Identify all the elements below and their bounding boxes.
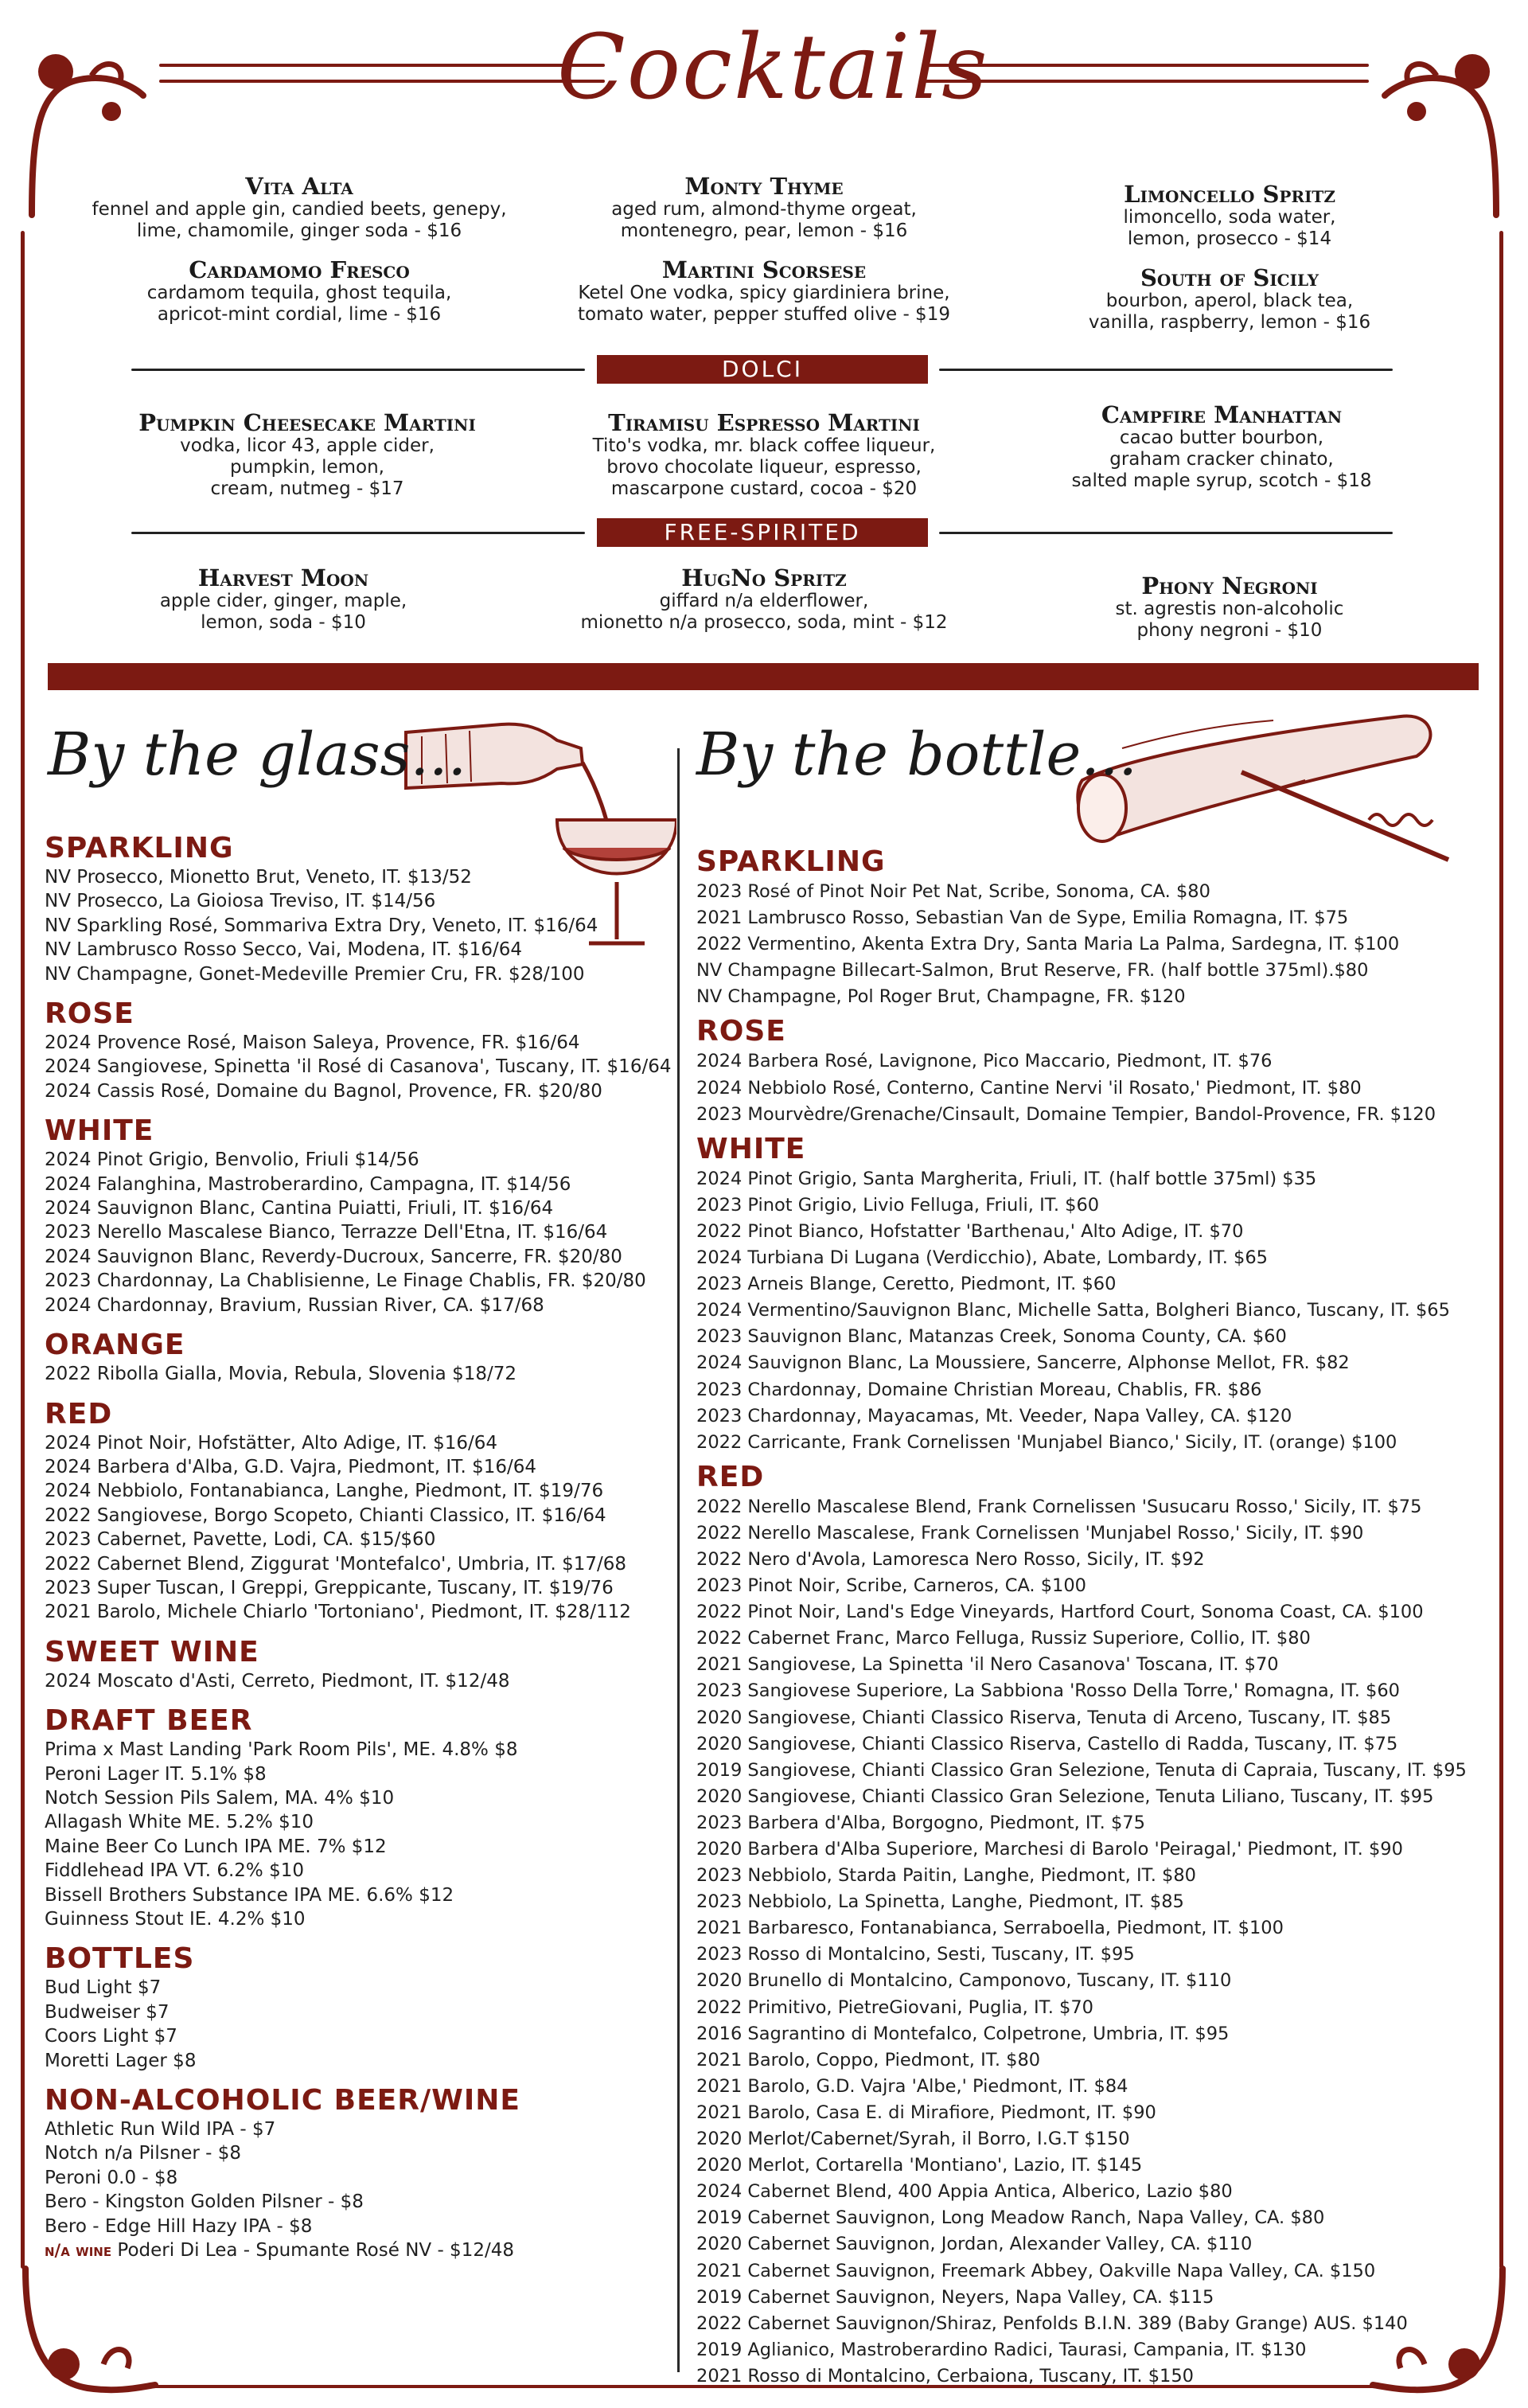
menu-line-item: 2024 Cassis Rosé, Domaine du Bagnol, Provence, FR. $20/80 — [45, 1080, 602, 1102]
menu-line-item: 2020 Sangiovese, Chianti Classico Riserva, Castello di Radda, Tuscany, IT. $75 — [696, 1733, 1398, 1754]
section-heading: RED — [45, 1397, 113, 1430]
cocktail-item — [60, 257, 538, 326]
column-divider — [677, 748, 680, 2372]
menu-line-item: 2021 Barolo, Coppo, Piedmont, IT. $80 — [696, 2049, 1041, 2070]
menu-line-item: 2024 Pinot Noir, Hofstätter, Alto Adige, IT. $16/64 — [45, 1432, 498, 1454]
menu-line-item: 2020 Cabernet Sauvignon, Jordan, Alexander Valley, CA. $110 — [696, 2234, 1253, 2255]
menu-line-item: NV Champagne, Pol Roger Brut, Champagne, FR. $120 — [696, 986, 1186, 1008]
menu-line-item: Notch n/a Pilsner - $8 — [45, 2143, 242, 2164]
free-spirited-rule-right — [939, 532, 1393, 534]
menu-line-item: Peroni Lager IT. 5.1% $8 — [45, 1763, 267, 1785]
menu-line-item: 2023 Arneis Blange, Ceretto, Piedmont, IT. $60 — [696, 1274, 1117, 1295]
menu-line-item: 2022 Nerello Mascalese, Frank Cornelissen 'Munjabel Rosso,' Sicily, IT. $90 — [696, 1522, 1364, 1544]
cocktail-item — [525, 257, 1003, 326]
cocktail-name: South of Sicily — [1140, 264, 1319, 291]
free-spirited-description: st. agrestis non-alcoholic phony negroni - $10 — [1115, 599, 1344, 641]
corner-flourish-bottom-left — [16, 2261, 159, 2404]
menu-line-item: Moretti Lager $8 — [45, 2050, 197, 2071]
na-wine-tag: n/a wine — [45, 2241, 112, 2261]
menu-line-item: 2024 Cabernet Blend, 400 Appia Antica, Alberico, Lazio $80 — [696, 2181, 1233, 2203]
menu-line-item: 2022 Cabernet Franc, Marco Felluga, Russiz Superiore, Collio, IT. $80 — [696, 1628, 1311, 1649]
menu-line-item: 2024 Moscato d'Asti, Cerreto, Piedmont, IT. $12/48 — [45, 1670, 510, 1692]
menu-line-item: 2023 Cabernet, Pavette, Lodi, CA. $15/$60 — [45, 1529, 436, 1551]
menu-line-item: Bero - Kingston Golden Pilsner - $8 — [45, 2191, 364, 2213]
by-the-glass-title: By the glass... — [48, 720, 467, 789]
na-wine-text: Poderi Di Lea - Spumante Rosé NV - $12/48 — [111, 2240, 514, 2262]
menu-line-item: 2021 Lambrusco Rosso, Sebastian Van de Sype, Emilia Romagna, IT. $75 — [696, 907, 1349, 929]
free-spirited-rule-left — [131, 532, 585, 534]
free-spirited-banner: FREE-SPIRITED — [597, 518, 928, 547]
cocktail-description: aged rum, almond-thyme orgeat, montenegro, pear, lemon - $16 — [611, 199, 917, 241]
cocktail-name: Limoncello Spritz — [1124, 181, 1335, 208]
menu-line-item: 2024 Falanghina, Mastroberardino, Campagna, IT. $14/56 — [45, 1173, 571, 1195]
section-heading: BOTTLES — [45, 1942, 195, 1976]
menu-line-item: 2023 Nebbiolo, Starda Paitin, Langhe, Piedmont, IT. $80 — [696, 1865, 1196, 1887]
menu-line-item: Notch Session Pils Salem, MA. 4% $10 — [45, 1787, 395, 1809]
cocktail-item — [60, 174, 538, 242]
menu-line-item: NV Prosecco, Mionetto Brut, Veneto, IT. $13/52 — [45, 867, 472, 888]
menu-line-item: NV Prosecco, La Gioiosa Treviso, IT. $14/56 — [45, 891, 436, 912]
menu-line-item: 2023 Super Tuscan, I Greppi, Greppicante, Tuscany, IT. $19/76 — [45, 1577, 614, 1598]
menu-line-item: 2024 Pinot Grigio, Benvolio, Friuli $14/56 — [45, 1149, 419, 1171]
section-heading: SPARKLING — [696, 845, 886, 878]
section-heading: SWEET WINE — [45, 1635, 259, 1668]
by-the-bottle-column — [696, 845, 1492, 2390]
menu-line-item: 2016 Sagrantino di Montefalco, Colpetrone, Umbria, IT. $95 — [696, 2023, 1230, 2044]
menu-line-item: 2024 Turbiana Di Lugana (Verdicchio), Abate, Lombardy, IT. $65 — [696, 1247, 1268, 1269]
menu-line-item: 2024 Vermentino/Sauvignon Blanc, Michelle Satta, Bolgheri Bianco, Tuscany, IT. $65 — [696, 1300, 1450, 1321]
free-spirited-name: Harvest Moon — [197, 564, 369, 591]
dolci-rule-right — [939, 369, 1393, 371]
menu-line-item: 2023 Chardonnay, Mayacamas, Mt. Veeder, Napa Valley, CA. $120 — [696, 1405, 1292, 1426]
menu-line-item: 2021 Barolo, G.D. Vajra 'Albe,' Piedmont, IT. $84 — [696, 2075, 1128, 2097]
by-the-glass-column — [45, 832, 673, 2262]
menu-line-item: Athletic Run Wild IPA - $7 — [45, 2119, 276, 2141]
menu-line-item: 2021 Barolo, Michele Chiarlo 'Tortoniano', Piedmont, IT. $28/112 — [45, 1602, 631, 1623]
menu-line-item: 2024 Sauvignon Blanc, Cantina Puiatti, Friuli, IT. $16/64 — [45, 1198, 554, 1220]
dolci-name: Pumpkin Cheesecake Martini — [138, 409, 476, 436]
dolci-banner: DOLCI — [597, 355, 928, 384]
menu-line-item: NV Lambrusco Rosso Secco, Vai, Modena, IT. $16/64 — [45, 939, 522, 961]
menu-line-item: 2021 Sangiovese, La Spinetta 'il Nero Casanova' Toscana, IT. $70 — [696, 1654, 1279, 1676]
menu-line-item: 2023 Barbera d'Alba, Borgogno, Piedmont, IT. $75 — [696, 1812, 1145, 1833]
menu-line-item: Allagash White ME. 5.2% $10 — [45, 1812, 314, 1833]
menu-line-item: 2024 Sauvignon Blanc, La Moussiere, Sancerre, Alphonse Mellot, FR. $82 — [696, 1352, 1350, 1374]
menu-line-item: Bud Light $7 — [45, 1977, 162, 1999]
menu-line-item: 2024 Barbera d'Alba, G.D. Vajra, Piedmont, IT. $16/64 — [45, 1456, 537, 1477]
menu-line-item: 2022 Ribolla Gialla, Movia, Rebula, Slovenia $18/72 — [45, 1364, 517, 1385]
menu-line-item: 2022 Carricante, Frank Cornelissen 'Munjabel Bianco,' Sicily, IT. (orange) $100 — [696, 1431, 1397, 1453]
menu-line-item: 2024 Sangiovese, Spinetta 'il Rosé di Casanova', Tuscany, IT. $16/64 — [45, 1056, 672, 1078]
page-title: Cocktails — [557, 16, 989, 119]
menu-line-item: 2019 Cabernet Sauvignon, Long Meadow Ranch, Napa Valley, CA. $80 — [696, 2207, 1325, 2229]
menu-line-item: 2022 Vermentino, Akenta Extra Dry, Santa Maria La Palma, Sardegna, IT. $100 — [696, 934, 1400, 955]
section-heading: RED — [696, 1460, 765, 1493]
menu-line-item: 2023 Sangiovese Superiore, La Sabbiona 'Rosso Della Torre,' Romagna, IT. $60 — [696, 1680, 1400, 1702]
menu-line-item: 2022 Pinot Noir, Land's Edge Vineyards, Hartford Court, Sonoma Coast, CA. $100 — [696, 1602, 1424, 1623]
menu-line-item: 2020 Sangiovese, Chianti Classico Riserva, Tenuta di Arceno, Tuscany, IT. $85 — [696, 1707, 1392, 1728]
section-divider-bar — [48, 663, 1479, 690]
dolci-name: Tiramisu Espresso Martini — [608, 409, 920, 436]
menu-line-item: 2019 Sangiovese, Chianti Classico Gran Selezione, Tenuta di Capraia, Tuscany, IT. $95 — [696, 1759, 1467, 1781]
menu-line-item: Coors Light $7 — [45, 2026, 177, 2047]
header-rule-left — [159, 64, 605, 67]
menu-line-item: 2021 Barbaresco, Fontanabianca, Serraboella, Piedmont, IT. $100 — [696, 1918, 1284, 1939]
menu-line-item: 2021 Rosso di Montalcino, Cerbaiona, Tuscany, IT. $150 — [696, 2365, 1194, 2387]
cocktail-name: Cardamomo Fresco — [189, 256, 410, 283]
menu-line-item: 2023 Nerello Mascalese Bianco, Terrazze Dell'Etna, IT. $16/64 — [45, 1222, 608, 1243]
menu-line-item: 2022 Cabernet Blend, Ziggurat 'Montefalco', Umbria, IT. $17/68 — [45, 1553, 627, 1575]
menu-line-item: 2023 Pinot Noir, Scribe, Carneros, CA. $100 — [696, 1575, 1087, 1597]
menu-line-item: 2024 Pinot Grigio, Santa Margherita, Friuli, IT. (half bottle 375ml) $35 — [696, 1168, 1317, 1189]
cocktail-item — [525, 174, 1003, 242]
menu-line-item: 2021 Barolo, Casa E. di Mirafiore, Piedmont, IT. $90 — [696, 2102, 1156, 2123]
menu-line-item: Prima x Mast Landing 'Park Room Pils', ME. 4.8% $8 — [45, 1739, 518, 1761]
cocktail-name: Martini Scorsese — [661, 256, 867, 283]
menu-line-item: 2023 Pinot Grigio, Livio Felluga, Friuli, IT. $60 — [696, 1194, 1100, 1216]
header-rule-right-2 — [923, 80, 1369, 83]
section-heading: WHITE — [45, 1114, 154, 1148]
cocktail-description: fennel and apple gin, candied beets, genepy, lime, chamomile, ginger soda - $16 — [92, 199, 507, 241]
menu-line-item: NV Champagne, Gonet-Medeville Premier Cru, FR. $28/100 — [45, 963, 585, 985]
header-rule-right — [923, 64, 1369, 67]
cocktail-item — [991, 265, 1468, 334]
dolci-item — [68, 410, 546, 500]
menu-line-item: Budweiser $7 — [45, 2001, 170, 2023]
section-heading: ORANGE — [45, 1329, 185, 1362]
free-spirited-item — [45, 565, 522, 634]
free-spirited-item — [991, 573, 1468, 642]
cocktail-description: cardamom tequila, ghost tequila, apricot-mint cordial, lime - $16 — [146, 283, 452, 325]
menu-line-item: NV Champagne Billecart-Salmon, Brut Reserve, FR. (half bottle 375ml).$80 — [696, 960, 1369, 982]
menu-line-item: 2024 Sauvignon Blanc, Reverdy-Ducroux, Sancerre, FR. $20/80 — [45, 1246, 622, 1267]
menu-line-item: NV Sparkling Rosé, Sommariva Extra Dry, Veneto, IT. $16/64 — [45, 915, 598, 936]
section-heading: ROSE — [696, 1015, 786, 1048]
dolci-description: cacao butter bourbon, graham cracker chinato, salted maple syrup, scotch - $18 — [1071, 427, 1372, 491]
cocktail-description: bourbon, aperol, black tea, vanilla, raspberry, lemon - $16 — [1088, 291, 1371, 333]
free-spirited-item — [525, 565, 1003, 634]
menu-line-item: 2019 Aglianico, Mastroberardino Radici, Taurasi, Campania, IT. $130 — [696, 2339, 1307, 2360]
cocktail-item — [991, 181, 1468, 250]
section-heading: NON-ALCOHOLIC BEER/WINE — [45, 2084, 520, 2117]
menu-line-item: 2024 Nebbiolo, Fontanabianca, Langhe, Piedmont, IT. $19/76 — [45, 1481, 604, 1502]
menu-line-item: 2022 Cabernet Sauvignon/Shiraz, Penfolds B.I.N. 389 (Baby Grange) AUS. $140 — [696, 2312, 1408, 2334]
menu-line-item: 2020 Merlot, Cortarella 'Montiano', Lazio, IT. $145 — [696, 2155, 1143, 2176]
dolci-item — [983, 402, 1460, 492]
free-spirited-name: HugNo Spritz — [681, 564, 847, 591]
menu-line-item: Peroni 0.0 - $8 — [45, 2167, 178, 2188]
menu-line-item: 2020 Brunello di Montalcino, Camponovo, Tuscany, IT. $110 — [696, 1970, 1232, 1992]
menu-line-item: 2023 Sauvignon Blanc, Matanzas Creek, Sonoma County, CA. $60 — [696, 1326, 1287, 1348]
dolci-item — [525, 410, 1003, 500]
section-heading: SPARKLING — [45, 832, 234, 864]
free-spirited-description: apple cider, ginger, maple, lemon, soda - $10 — [159, 591, 407, 633]
section-heading: ROSE — [45, 997, 134, 1031]
frame-right-border — [1499, 231, 1503, 2269]
section-heading: WHITE — [696, 1132, 806, 1165]
frame-left-border — [21, 231, 25, 2269]
menu-line-item: 2024 Provence Rosé, Maison Saleya, Provence, FR. $16/64 — [45, 1032, 580, 1054]
free-spirited-description: giffard n/a elderflower, mionetto n/a prosecco, soda, mint - $12 — [580, 591, 948, 633]
header-rule-left-2 — [159, 80, 605, 83]
menu-line-item: 2022 Primitivo, PietreGiovani, Puglia, IT. $70 — [696, 1996, 1093, 2018]
cocktail-description: Ketel One vodka, spicy giardiniera brine, tomato water, pepper stuffed olive - $19 — [578, 283, 950, 325]
by-the-bottle-title: By the bottle... — [696, 720, 1137, 789]
menu-line-item: Guinness Stout IE. 4.2% $10 — [45, 1909, 306, 1930]
menu-line-item: 2022 Pinot Bianco, Hofstatter 'Barthenau,' Alto Adige, IT. $70 — [696, 1220, 1244, 1242]
cocktail-name: Vita Alta — [245, 173, 353, 200]
free-spirited-name: Phony Negroni — [1141, 572, 1318, 599]
menu-line-item: Bero - Edge Hill Hazy IPA - $8 — [45, 2215, 313, 2237]
dolci-description: vodka, licor 43, apple cider, pumpkin, lemon, cream, nutmeg - $17 — [180, 435, 435, 499]
menu-line-item: 2019 Cabernet Sauvignon, Neyers, Napa Valley, CA. $115 — [696, 2286, 1214, 2308]
menu-line-item: Maine Beer Co Lunch IPA ME. 7% $12 — [45, 1836, 387, 1857]
dolci-description: Tito's vodka, mr. black coffee liqueur, brovo chocolate liqueur, espresso, mascarpone custard, cocoa - $20 — [592, 435, 936, 499]
na-wine-line — [45, 2238, 673, 2262]
dolci-name: Campfire Manhattan — [1101, 401, 1343, 428]
dolci-rule-left — [131, 369, 585, 371]
menu-line-item: 2024 Nebbiolo Rosé, Conterno, Cantine Nervi 'il Rosato,' Piedmont, IT. $80 — [696, 1077, 1362, 1099]
menu-line-item: 2020 Barbera d'Alba Superiore, Marchesi di Barolo 'Peiragal,' Piedmont, IT. $90 — [696, 1839, 1403, 1860]
menu-line-item: 2022 Sangiovese, Borgo Scopeto, Chianti Classico, IT. $16/64 — [45, 1505, 606, 1526]
menu-line-item: 2023 Nebbiolo, La Spinetta, Langhe, Piedmont, IT. $85 — [696, 1891, 1184, 1913]
menu-line-item: 2023 Chardonnay, La Chablisienne, Le Finage Chablis, FR. $20/80 — [45, 1270, 646, 1292]
section-heading: DRAFT BEER — [45, 1704, 253, 1738]
menu-line-item: 2023 Rosé of Pinot Noir Pet Nat, Scribe, Sonoma, CA. $80 — [696, 881, 1210, 902]
menu-line-item: 2024 Barbera Rosé, Lavignone, Pico Maccario, Piedmont, IT. $76 — [696, 1051, 1273, 1072]
menu-line-item: 2020 Sangiovese, Chianti Classico Gran Selezione, Tenuta Liliano, Tuscany, IT. $95 — [696, 1786, 1434, 1807]
menu-line-item: Fiddlehead IPA VT. 6.2% $10 — [45, 1860, 304, 1882]
menu-line-item: 2022 Nerello Mascalese Blend, Frank Cornelissen 'Susucaru Rosso,' Sicily, IT. $75 — [696, 1496, 1422, 1517]
menu-line-item: Bissell Brothers Substance IPA ME. 6.6% $12 — [45, 1884, 454, 1906]
cocktail-description: limoncello, soda water, lemon, prosecco - $14 — [1123, 207, 1336, 249]
menu-line-item: 2022 Nero d'Avola, Lamoresca Nero Rosso, Sicily, IT. $92 — [696, 1548, 1205, 1570]
menu-line-item: 2023 Chardonnay, Domaine Christian Moreau, Chablis, FR. $86 — [696, 1379, 1262, 1400]
cocktail-name: Monty Thyme — [684, 173, 844, 200]
menu-line-item: 2020 Merlot/Cabernet/Syrah, il Borro, I.G.T $150 — [696, 2129, 1130, 2150]
menu-line-item: 2023 Rosso di Montalcino, Sesti, Tuscany, IT. $95 — [696, 1944, 1135, 1965]
menu-line-item: 2023 Mourvèdre/Grenache/Cinsault, Domaine Tempier, Bandol-Provence, FR. $120 — [696, 1103, 1436, 1125]
menu-line-item: 2024 Chardonnay, Bravium, Russian River, CA. $17/68 — [45, 1294, 544, 1316]
menu-line-item: 2021 Cabernet Sauvignon, Freemark Abbey, Oakville Napa Valley, CA. $150 — [696, 2260, 1376, 2281]
